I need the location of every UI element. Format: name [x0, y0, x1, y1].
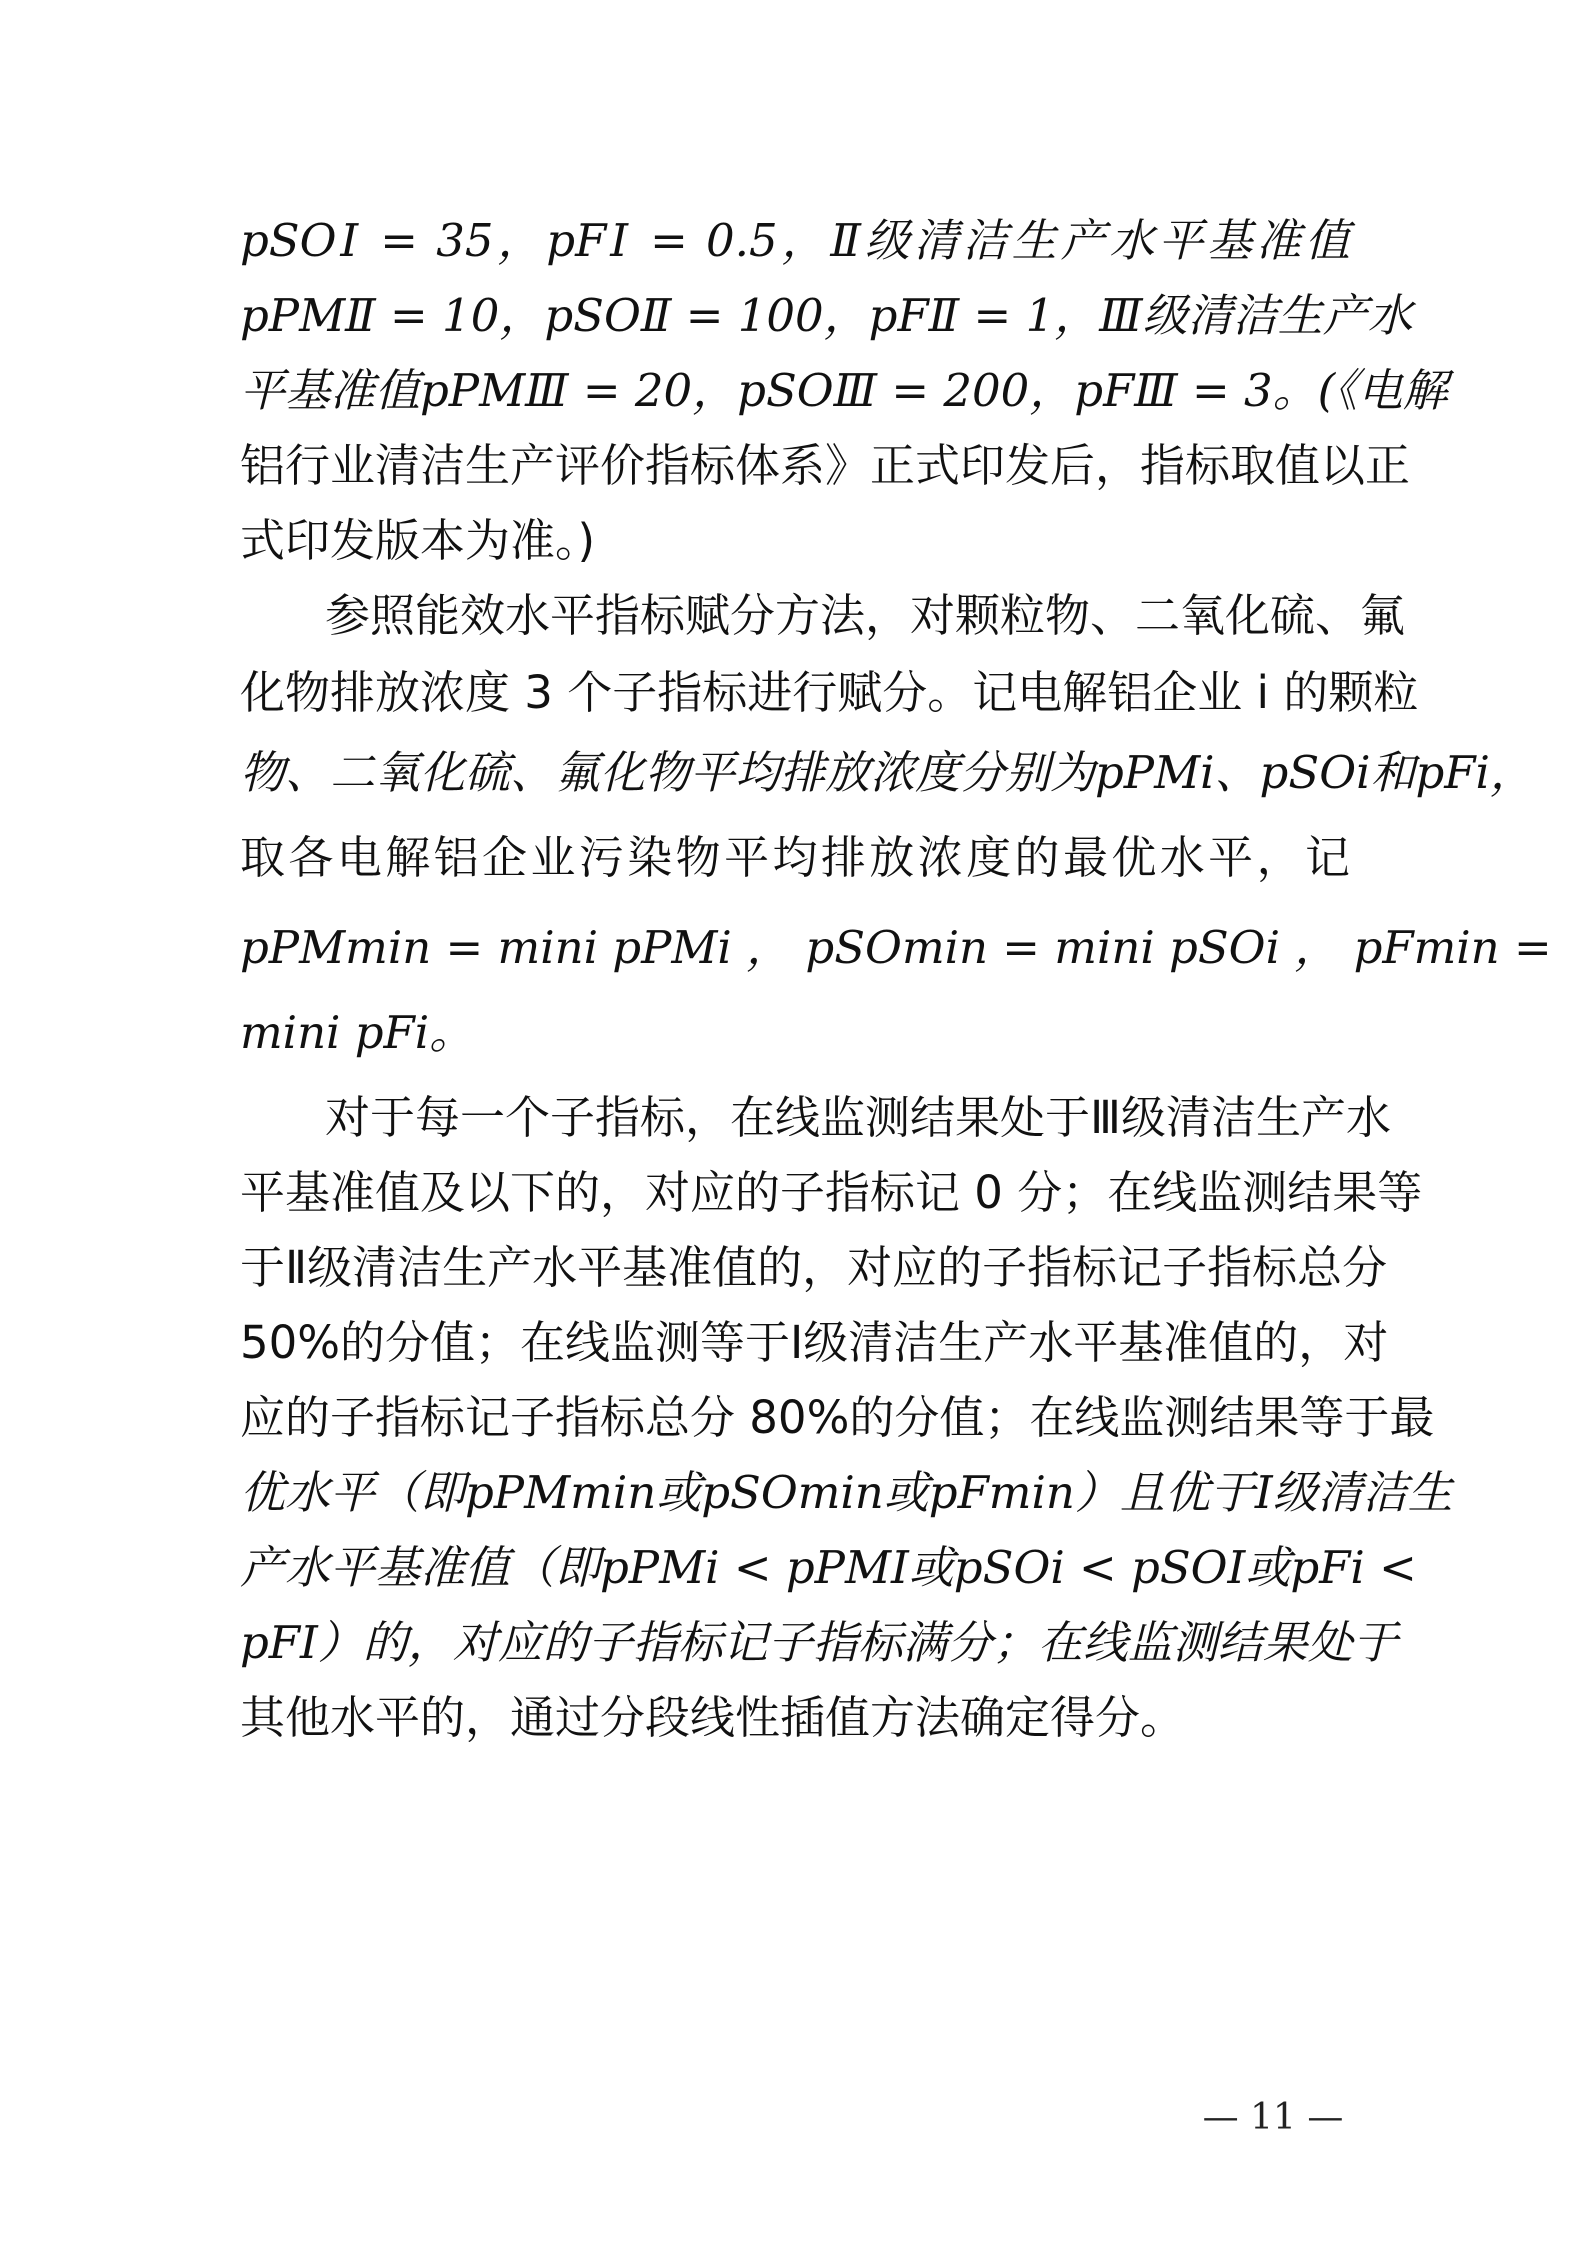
text-line: 化物排放浓度 3 个子指标进行赋分。记电解铝企业 i 的颗粒 — [240, 666, 1419, 719]
text-line: 取各电解铝企业污染物平均排放浓度的最优水平，记 — [240, 831, 1350, 884]
text-line: 50%的分值；在线监测等于Ⅰ级清洁生产水平基准值的，对 — [240, 1316, 1389, 1369]
text-line: 于Ⅱ级清洁生产水平基准值的，对应的子指标记子指标总分 — [240, 1241, 1388, 1294]
text-line: 𝑝𝑆𝑂Ⅰ = 35，𝑝𝐹Ⅰ = 0.5，Ⅱ级清洁生产水平基准值 — [240, 214, 1350, 267]
paragraph-first-line: 对于每一个子指标，在线监测结果处于Ⅲ级清洁生产水 — [325, 1091, 1392, 1144]
page-number: — 11 — — [1202, 2097, 1344, 2138]
paragraph-first-line: 参照能效水平指标赋分方法，对颗粒物、二氧化硫、氟 — [325, 589, 1406, 642]
text-line: 产水平基准值（即𝑝𝑃𝑀𝑖 < 𝑝𝑃𝑀Ⅰ或𝑝𝑆𝑂𝑖 < 𝑝𝑆𝑂Ⅰ或𝑝𝐹𝑖 < — [240, 1541, 1417, 1594]
text-line: 式印发版本为准。) — [240, 514, 596, 567]
text-line: 𝑝𝐹Ⅰ）的，对应的子指标记子指标满分；在线监测结果处于 — [240, 1616, 1398, 1669]
formula-line: min𝑖 𝑝𝐹𝑖。 — [240, 1006, 475, 1059]
text-line: 铝行业清洁生产评价指标体系》正式印发后，指标取值以正 — [240, 439, 1411, 492]
text-line: 优水平（即𝑝𝑃𝑀𝑚𝑖𝑛或𝑝𝑆𝑂𝑚𝑖𝑛或𝑝𝐹𝑚𝑖𝑛）且优于Ⅰ级清洁生 — [240, 1466, 1453, 1519]
text-line: 应的子指标记子指标总分 80%的分值；在线监测结果等于最 — [240, 1391, 1435, 1444]
formula-line: 𝑝𝑃𝑀𝑚𝑖𝑛 = min𝑖 𝑝𝑃𝑀𝑖 ， 𝑝𝑆𝑂𝑚𝑖𝑛 = min𝑖 𝑝𝑆𝑂𝑖 ， 𝑝𝐹𝑚𝑖𝑛 = — [240, 921, 1552, 974]
text-line: 平基准值及以下的，对应的子指标记 0 分；在线监测结果等 — [240, 1166, 1423, 1219]
text-line: 𝑝𝑃𝑀Ⅱ = 10，𝑝𝑆𝑂Ⅱ = 100，𝑝𝐹Ⅱ = 1，Ⅲ级清洁生产水 — [240, 289, 1413, 342]
text-line: 物、二氧化硫、氟化物平均排放浓度分别为𝑝𝑃𝑀𝑖、𝑝𝑆𝑂𝑖和𝑝𝐹𝑖， — [240, 746, 1535, 799]
text-line: 平基准值𝑝𝑃𝑀Ⅲ = 20，𝑝𝑆𝑂Ⅲ = 200，𝑝𝐹Ⅲ = 3。(《电解 — [240, 364, 1448, 417]
text-line: 其他水平的，通过分段线性插值方法确定得分。 — [240, 1691, 1186, 1744]
